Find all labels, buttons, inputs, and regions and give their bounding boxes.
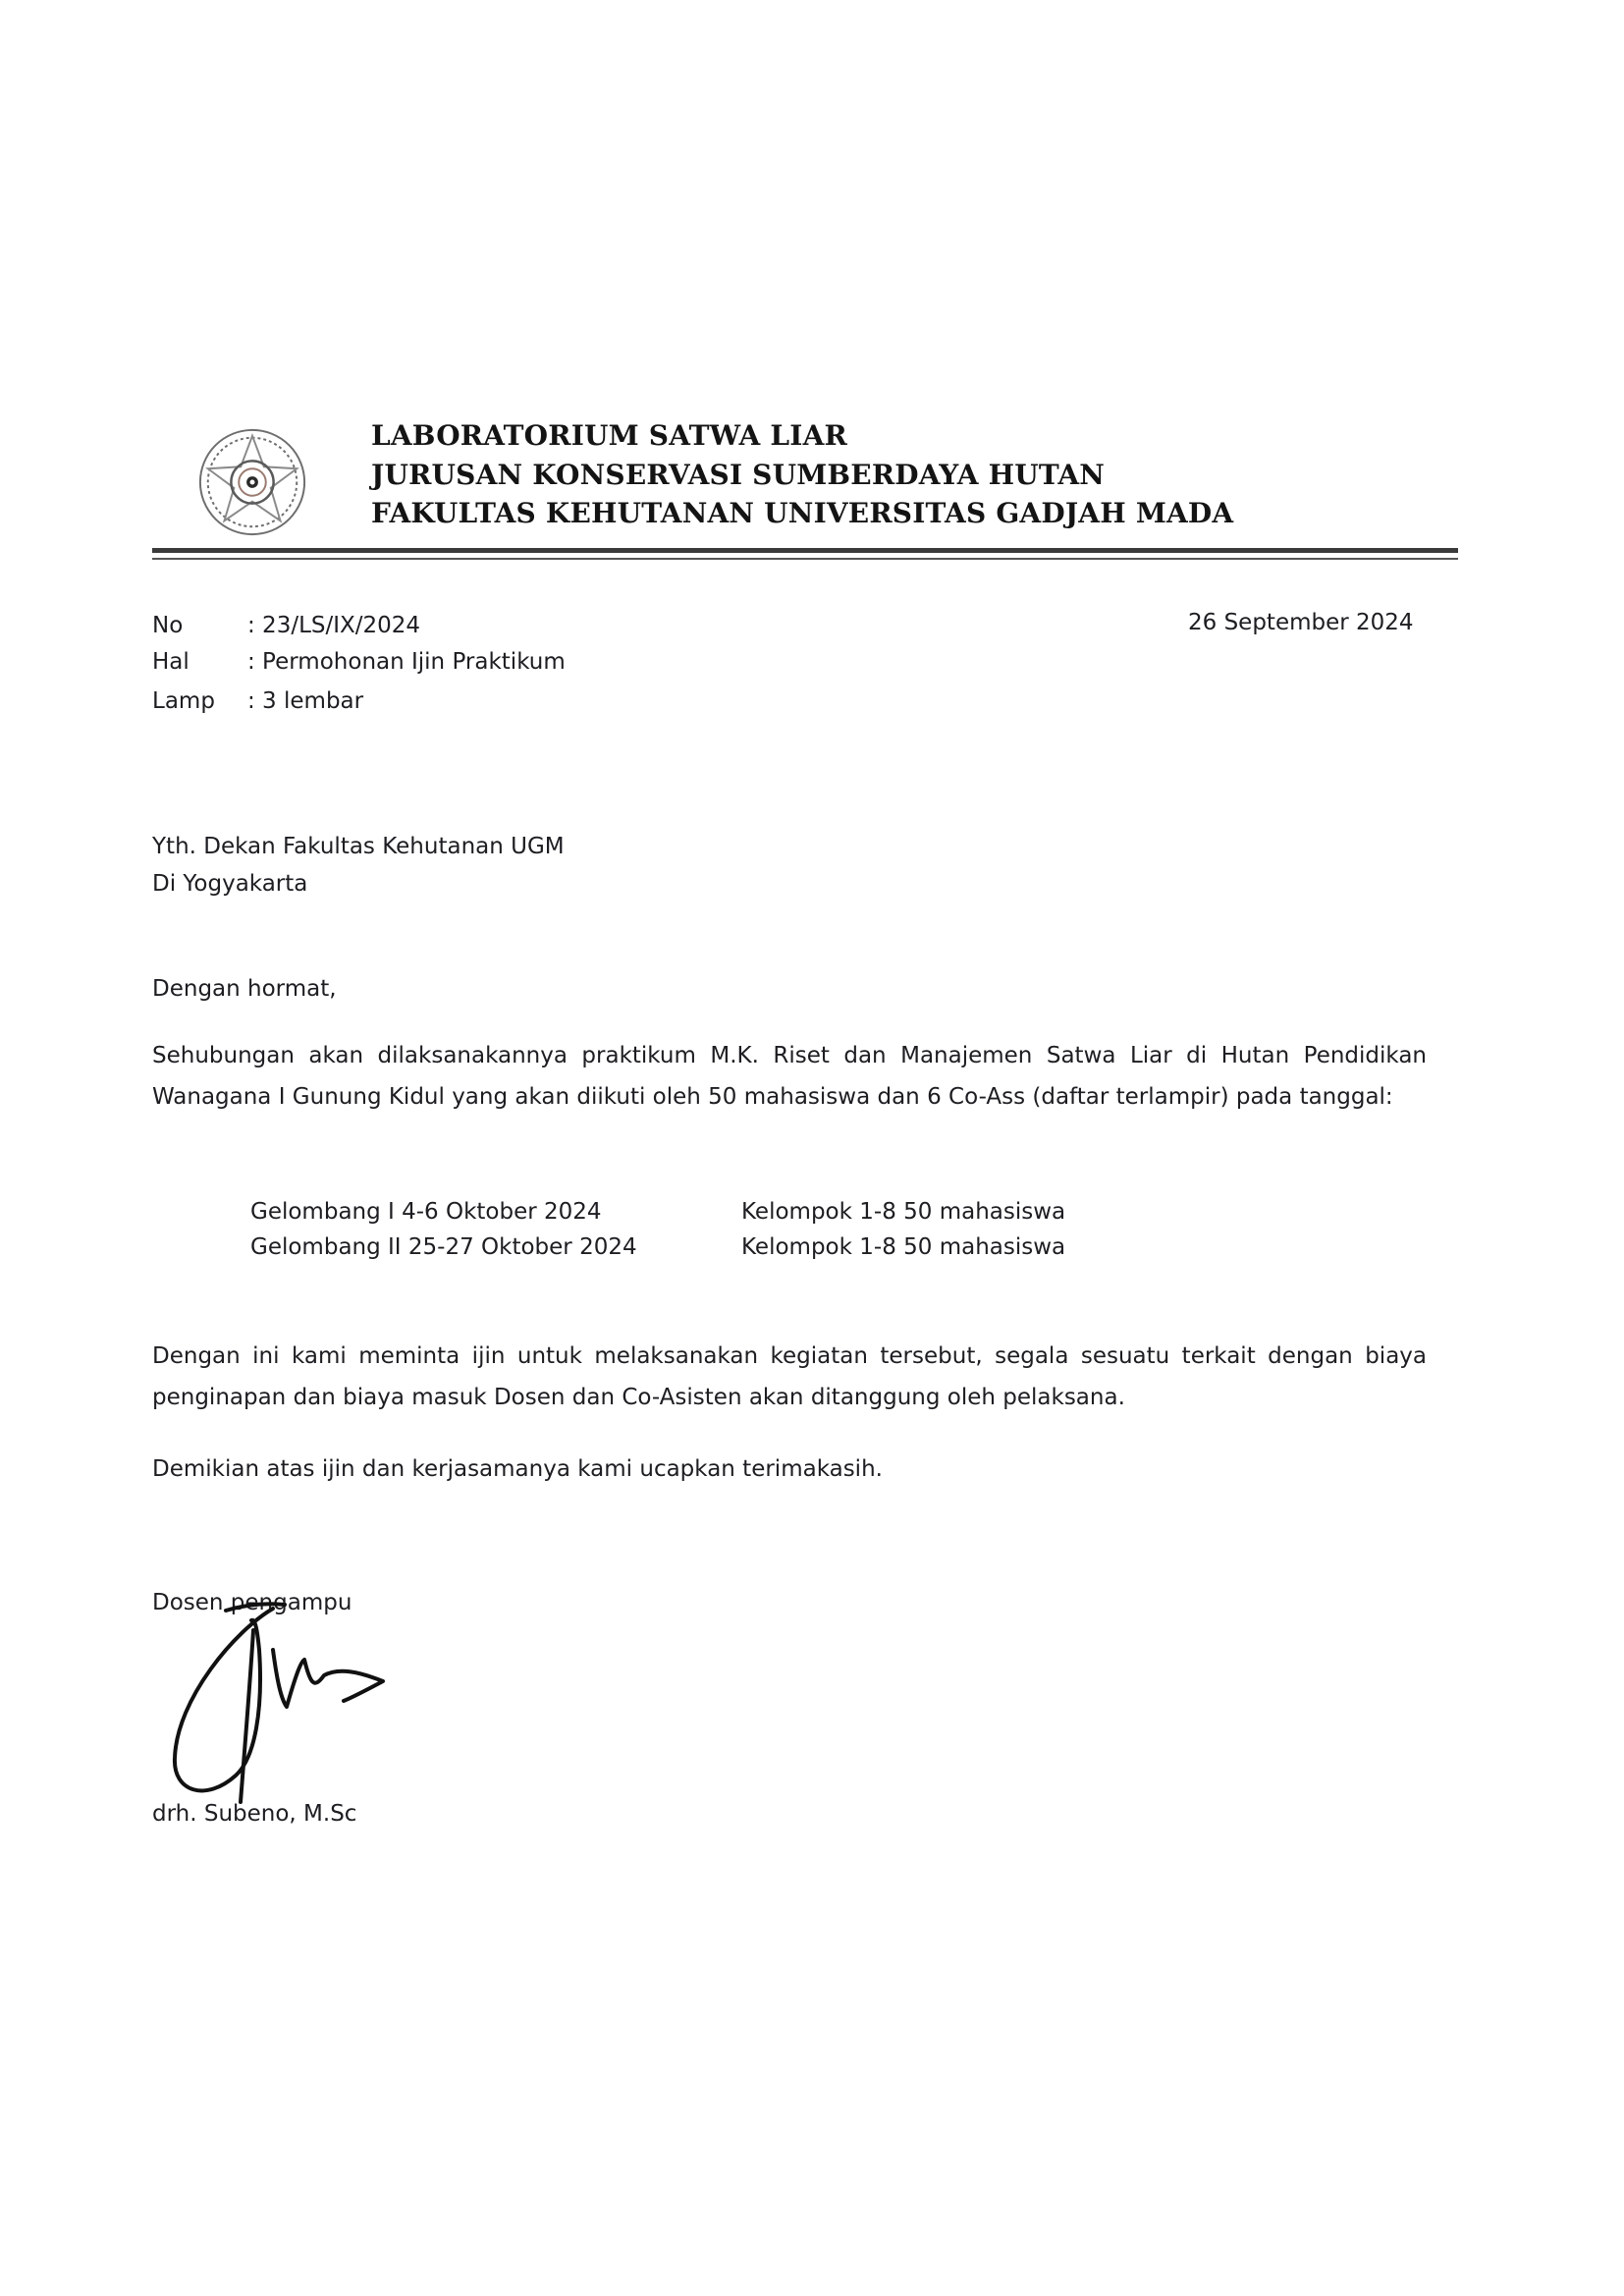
meta-no-label: No	[152, 613, 184, 638]
letter-date: 26 September 2024	[1188, 610, 1414, 635]
letterhead-divider-thick	[152, 548, 1458, 553]
signatory-name: drh. Subeno, M.Sc	[152, 1801, 357, 1827]
salutation: Dengan hormat,	[152, 976, 337, 1002]
meta-attachment-value: : 3 lembar	[247, 688, 364, 714]
body-paragraph-intro: Sehubungan akan dilaksanakannya praktikum M.K. Riset dan Manajemen Satwa Liar di Hutan Pendidikan Wanagana I Gunung Kidul yang akan diikuti oleh 50 mahasiswa dan 6 Co-Ass (daftar terlampir) pada tanggal:	[152, 1043, 1427, 1110]
body-paragraph-closing: Demikian atas ijin dan kerjasamanya kami ucapkan terimakasih.	[152, 1456, 883, 1482]
handwritten-signature	[157, 1591, 412, 1827]
recipient-line: Yth. Dekan Fakultas Kehutanan UGM	[152, 834, 565, 859]
university-emblem-icon	[194, 424, 310, 540]
letterhead-line-faculty: FAKULTAS KEHUTANAN UNIVERSITAS GADJAH MADA	[371, 497, 1234, 529]
meta-subject-value: : Permohonan Ijin Praktikum	[247, 649, 566, 675]
wave-group: Kelompok 1-8 50 mahasiswa	[741, 1234, 1066, 1260]
meta-attachment-label: Lamp	[152, 688, 215, 714]
meta-no-value: : 23/LS/IX/2024	[247, 613, 421, 638]
wave-period: Gelombang I 4-6 Oktober 2024	[250, 1199, 602, 1225]
signature-title: Dosen pengampu	[152, 1590, 352, 1615]
wave-group: Kelompok 1-8 50 mahasiswa	[741, 1199, 1066, 1225]
letterhead-divider-thin	[152, 558, 1458, 560]
meta-subject-label: Hal	[152, 649, 189, 675]
letterhead-line-department: JURUSAN KONSERVASI SUMBERDAYA HUTAN	[371, 459, 1106, 491]
letterhead-line-laboratory: LABORATORIUM SATWA LIAR	[371, 419, 847, 452]
recipient-location: Di Yogyakarta	[152, 871, 308, 897]
body-paragraph-request: Dengan ini kami meminta ijin untuk melaksanakan kegiatan tersebut, segala sesuatu terkait dengan biaya penginapan dan biaya masuk Dosen dan Co-Asisten akan ditanggung oleh pelaksana.	[152, 1343, 1427, 1410]
wave-period: Gelombang II 25-27 Oktober 2024	[250, 1234, 637, 1260]
